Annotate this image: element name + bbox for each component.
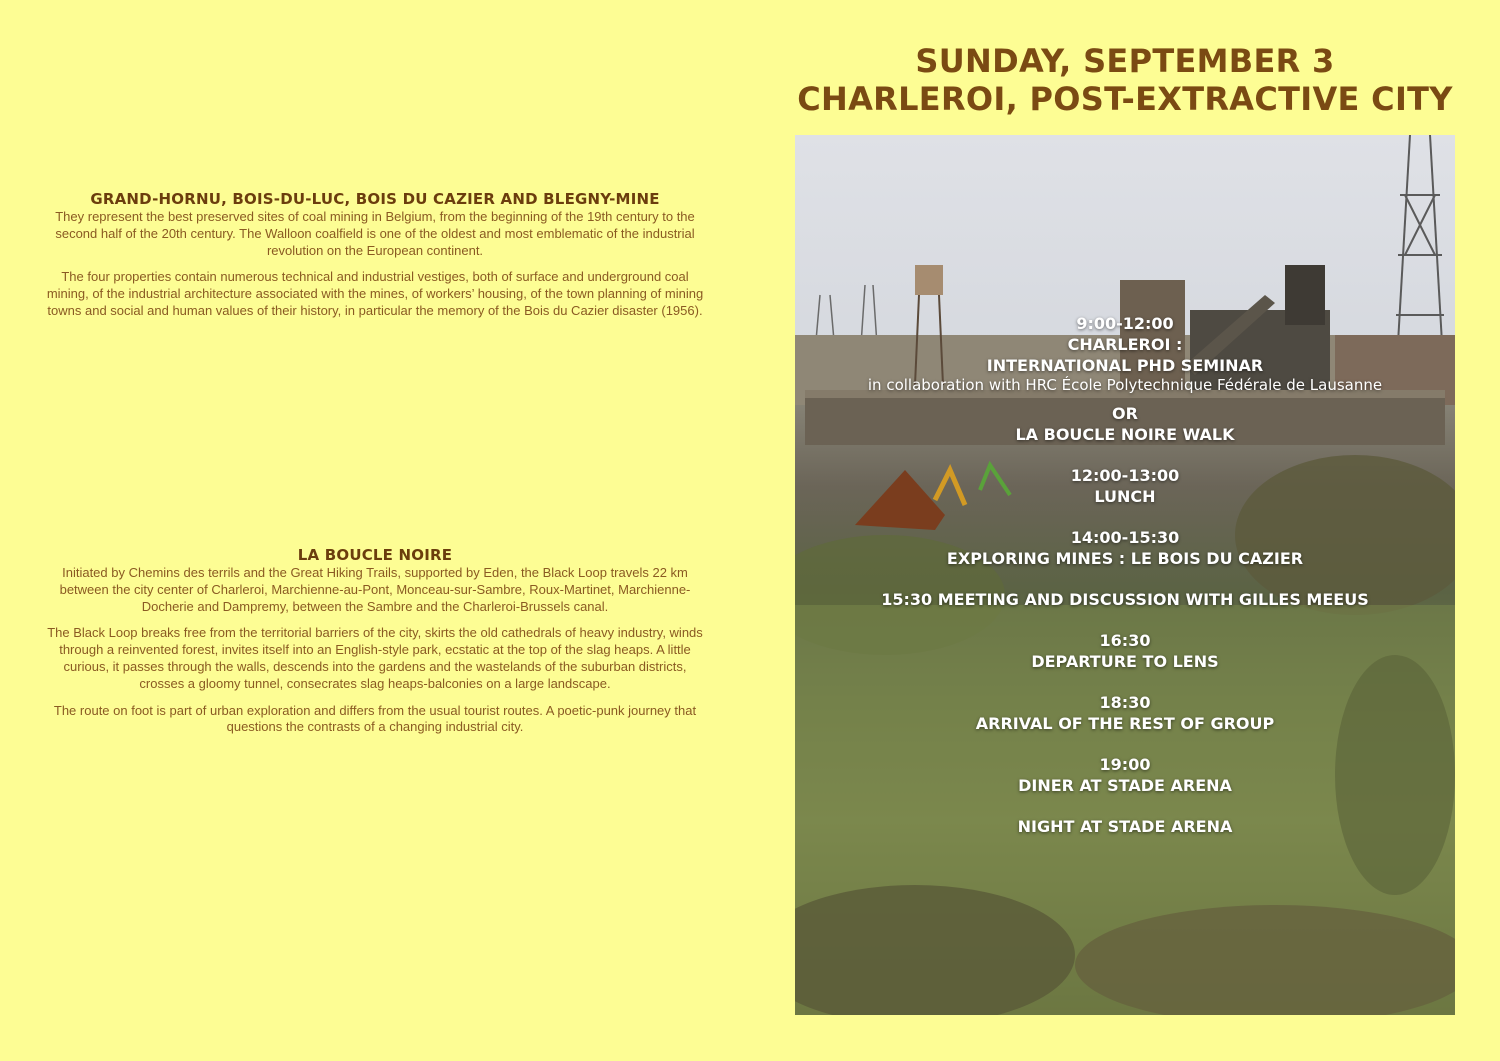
schedule-item — [795, 630, 1455, 672]
section-heading: GRAND-HORNU, BOIS-DU-LUC, BOIS DU CAZIER AND BLEGNY-MINE — [90, 190, 660, 208]
title-date: SUNDAY, SEPTEMBER 3 — [915, 42, 1335, 80]
water-tower-tank — [915, 265, 943, 295]
page-title — [790, 42, 1460, 118]
schedule-item — [795, 465, 1455, 507]
title-place: CHARLEROI, POST-EXTRACTIVE CITY — [797, 80, 1453, 118]
schedule-time: 12:00-13:00 — [1070, 466, 1180, 485]
schedule-label: ARRIVAL OF THE REST OF GROUP — [975, 714, 1275, 733]
schedule-item — [795, 527, 1455, 569]
paragraph: The four properties contain numerous technical and industrial vestiges, both of surface and underground coal mining, of the industrial architecture associated with the mines, of workers’ housing, of the town planning of mining towns and social and human values of their history, in particular the memory of the Bois du Cazier disaster (1956). — [46, 269, 704, 318]
schedule-time: 14:00-15:30 — [1070, 528, 1180, 547]
schedule-label: DINER AT STADE ARENA — [1018, 776, 1232, 795]
schedule-label: 15:30 MEETING AND DISCUSSION WITH GILLES MEEUS — [881, 590, 1369, 609]
schedule-label: LUNCH — [1094, 487, 1156, 506]
schedule-item — [795, 313, 1455, 445]
schedule-label: DEPARTURE TO LENS — [1031, 652, 1219, 671]
schedule-label: LA BOUCLE NOIRE WALK — [1015, 425, 1235, 444]
paragraph: They represent the best preserved sites of coal mining in Belgium, from the beginning of the 19th century to the second half of the 20th century. The Walloon coalfield is one of the oldest and most emblematic of the industrial revolution on the European continent. — [55, 209, 695, 258]
schedule-item — [795, 816, 1455, 837]
section-la-boucle-noire — [40, 546, 710, 746]
section-grand-hornu — [40, 190, 710, 330]
paragraph: The Black Loop breaks free from the territorial barriers of the city, skirts the old cathedrals of heavy industry, winds through a reinvented forest, invites itself into an English-style park, ecstatic at the top of the slag heaps. A little curious, it passes through the walls, descends into the gardens and the wastelands of the suburban districts, crosses a gloomy tunnel, consecrates slag heaps-balconies on a large landscape. — [47, 625, 703, 691]
schedule-item — [795, 589, 1455, 610]
schedule-item — [795, 692, 1455, 734]
schedule-time: 19:00 — [1099, 755, 1151, 774]
schedule-time: 18:30 — [1099, 693, 1151, 712]
schedule-subtitle: in collaboration with HRC École Polytechnique Fédérale de Lausanne — [867, 376, 1383, 394]
section-heading: LA BOUCLE NOIRE — [297, 546, 453, 564]
paragraph: The route on foot is part of urban exploration and differs from the usual tourist routes. A poetic-punk journey that questions the contrasts of a changing industrial city. — [53, 702, 697, 735]
schedule-label: NIGHT AT STADE ARENA — [1017, 817, 1233, 836]
schedule-time: 9:00-12:00 — [1076, 314, 1174, 333]
industrial-landscape-photo — [795, 135, 1455, 1015]
schedule — [795, 313, 1455, 857]
schedule-item — [795, 754, 1455, 796]
schedule-or: OR — [1112, 404, 1138, 423]
schedule-time: 16:30 — [1099, 631, 1151, 650]
schedule-label: INTERNATIONAL PHD SEMINAR — [986, 356, 1264, 375]
paragraph: Initiated by Chemins des terrils and the Great Hiking Trails, supported by Eden, the Black Loop travels 22 km between the city center of Charleroi, Marchienne-au-Pont, Monceau-sur-Sambre, Roux-Martinet, Marchienne-Docherie and Dampremy, between the Sambre and the Charleroi-Brussels canal. — [59, 565, 691, 614]
schedule-label: EXPLORING MINES : LE BOIS DU CAZIER — [946, 549, 1304, 568]
schedule-label: CHARLEROI : — [1067, 335, 1183, 354]
